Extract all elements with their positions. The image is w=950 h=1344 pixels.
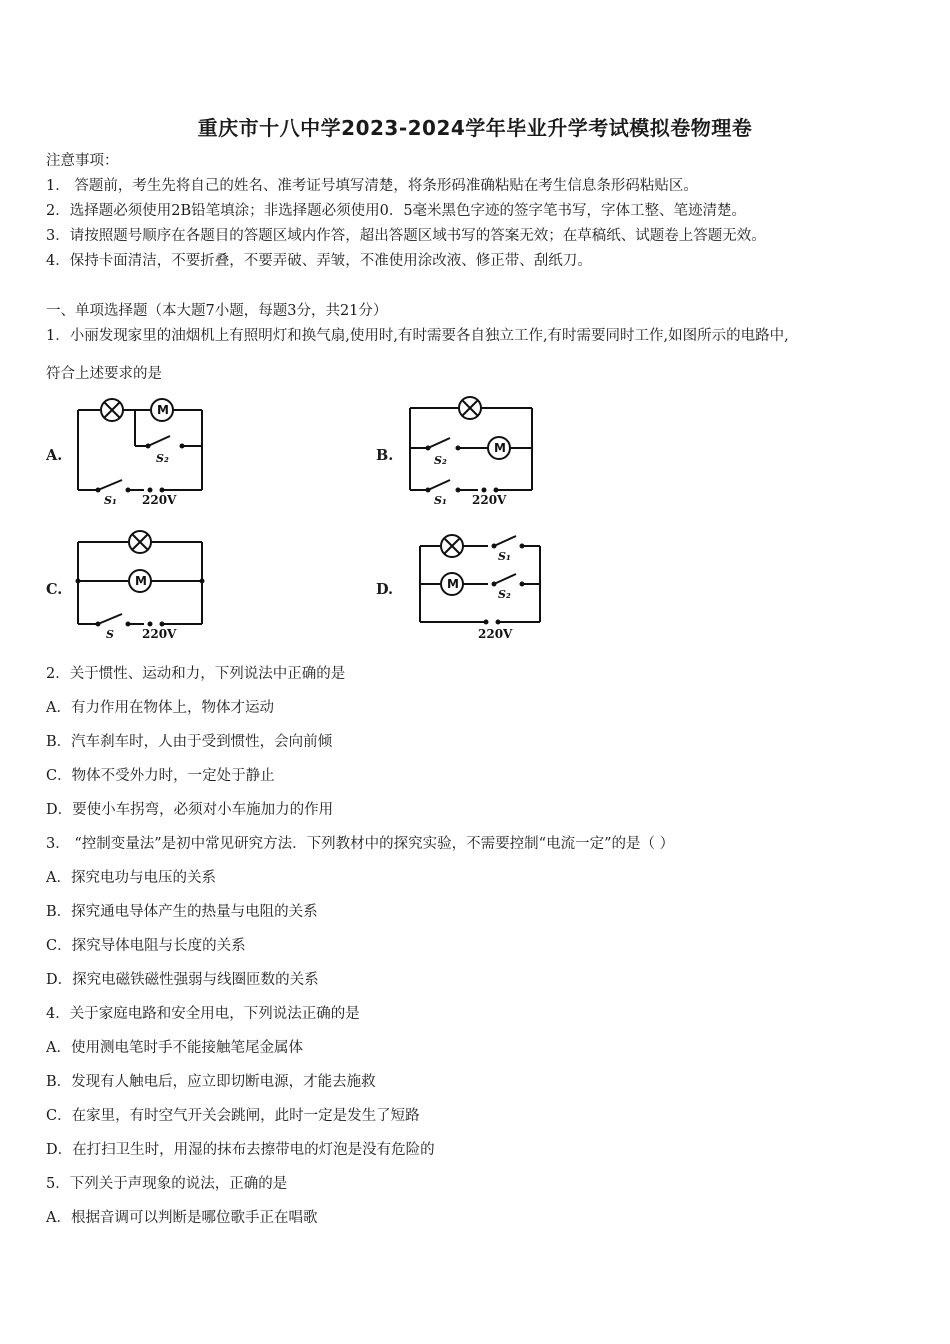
notice-item: 2．选择题必须使用2B铅笔填涂；非选择题必须使用0．5毫米黑色字迹的签字笔书写，字体工整、笔迹清楚。 xyxy=(46,203,747,219)
switch-icon xyxy=(98,480,122,490)
svg-text:M: M xyxy=(135,574,147,588)
option-item: B．汽车刹车时，人由于受到惯性，会向前倾 xyxy=(46,734,333,750)
option-item: D．探究电磁铁磁性强弱与线圈匝数的关系 xyxy=(46,972,319,988)
switch-icon xyxy=(494,536,516,546)
svg-text:M: M xyxy=(157,403,169,417)
switch-icon xyxy=(494,574,516,584)
svg-text:220V: 220V xyxy=(478,627,513,641)
option-item: A．使用测电笔时手不能接触笔尾金属体 xyxy=(46,1040,303,1056)
option-item: B．探究通电导体产生的热量与电阻的关系 xyxy=(46,904,318,920)
circuit-diagram-d xyxy=(410,530,550,642)
svg-text:S₂: S₂ xyxy=(498,588,511,601)
question-stem: 4．关于家庭电路和安全用电，下列说法正确的是 xyxy=(46,1006,360,1022)
svg-text:S₁: S₁ xyxy=(498,550,511,563)
question-stem: 1．小丽发现家里的油烟机上有照明灯和换气扇,使用时,有时需要各自独立工作,有时需要同时工作,如图所示的电路中, xyxy=(46,328,789,344)
switch-icon xyxy=(148,436,170,446)
circuit-diagram-a xyxy=(70,396,210,508)
svg-text:S₁: S₁ xyxy=(434,494,447,507)
question-stem: 2．关于惯性、运动和力，下列说法中正确的是 xyxy=(46,666,346,682)
svg-text:220V: 220V xyxy=(472,493,507,507)
svg-text:220V: 220V xyxy=(142,493,177,507)
option-item: B．发现有人触电后，应立即切断电源，才能去施救 xyxy=(46,1074,376,1090)
notice-item: 4．保持卡面清洁，不要折叠，不要弄破、弄皱，不准使用涂改液、修正带、刮纸刀。 xyxy=(46,253,592,269)
notice-heading: 注意事项： xyxy=(46,153,119,169)
svg-text:S₁: S₁ xyxy=(104,494,117,507)
option-item: D．在打扫卫生时，用湿的抹布去擦带电的灯泡是没有危险的 xyxy=(46,1142,435,1158)
option-item: A．探究电功与电压的关系 xyxy=(46,870,216,886)
circuit-diagram-c xyxy=(70,528,210,643)
option-label-b: B. xyxy=(376,447,394,464)
option-label-c: C. xyxy=(46,581,63,598)
switch-icon xyxy=(428,438,450,448)
switch-icon xyxy=(428,480,450,490)
svg-text:S₂: S₂ xyxy=(156,452,169,465)
option-item: D．要使小车拐弯，必须对小车施加力的作用 xyxy=(46,802,334,818)
section-heading: 一、单项选择题（本大题7小题，每题3分，共21分） xyxy=(46,303,388,319)
option-item: A．根据音调可以判断是哪位歌手正在唱歌 xyxy=(46,1210,318,1226)
option-item: C．物体不受外力时，一定处于静止 xyxy=(46,768,275,784)
notice-item: 1． 答题前，考生先将自己的姓名、准考证号填写清楚，将条形码准确粘贴在考生信息条形码粘贴区。 xyxy=(46,178,698,194)
option-label-a: A. xyxy=(46,447,63,464)
svg-text:M: M xyxy=(447,577,459,591)
question-stem: 3． “控制变量法”是初中常见研究方法．下列教材中的探究实验，不需要控制“电流一定”的是（ ） xyxy=(46,836,675,852)
question-stem: 符合上述要求的是 xyxy=(46,366,162,382)
circuit-diagram-b xyxy=(402,396,542,508)
option-label-d: D. xyxy=(376,581,394,598)
notice-item: 3．请按照题号顺序在各题目的答题区域内作答，超出答题区域书写的答案无效；在草稿纸、试题卷上答题无效。 xyxy=(46,228,766,244)
svg-text:220V: 220V xyxy=(142,627,177,641)
page-title: 重庆市十八中学2023-2024学年毕业升学考试模拟卷物理卷 xyxy=(197,116,753,140)
option-item: C．在家里，有时空气开关会跳闸，此时一定是发生了短路 xyxy=(46,1108,420,1124)
question-stem: 5．下列关于声现象的说法，正确的是 xyxy=(46,1176,288,1192)
svg-text:M: M xyxy=(494,441,506,455)
option-item: C．探究导体电阻与长度的关系 xyxy=(46,938,246,954)
svg-text:S₂: S₂ xyxy=(434,454,447,467)
switch-icon xyxy=(98,614,122,624)
svg-text:S: S xyxy=(106,628,114,641)
option-item: A．有力作用在物体上，物体才运动 xyxy=(46,700,274,716)
